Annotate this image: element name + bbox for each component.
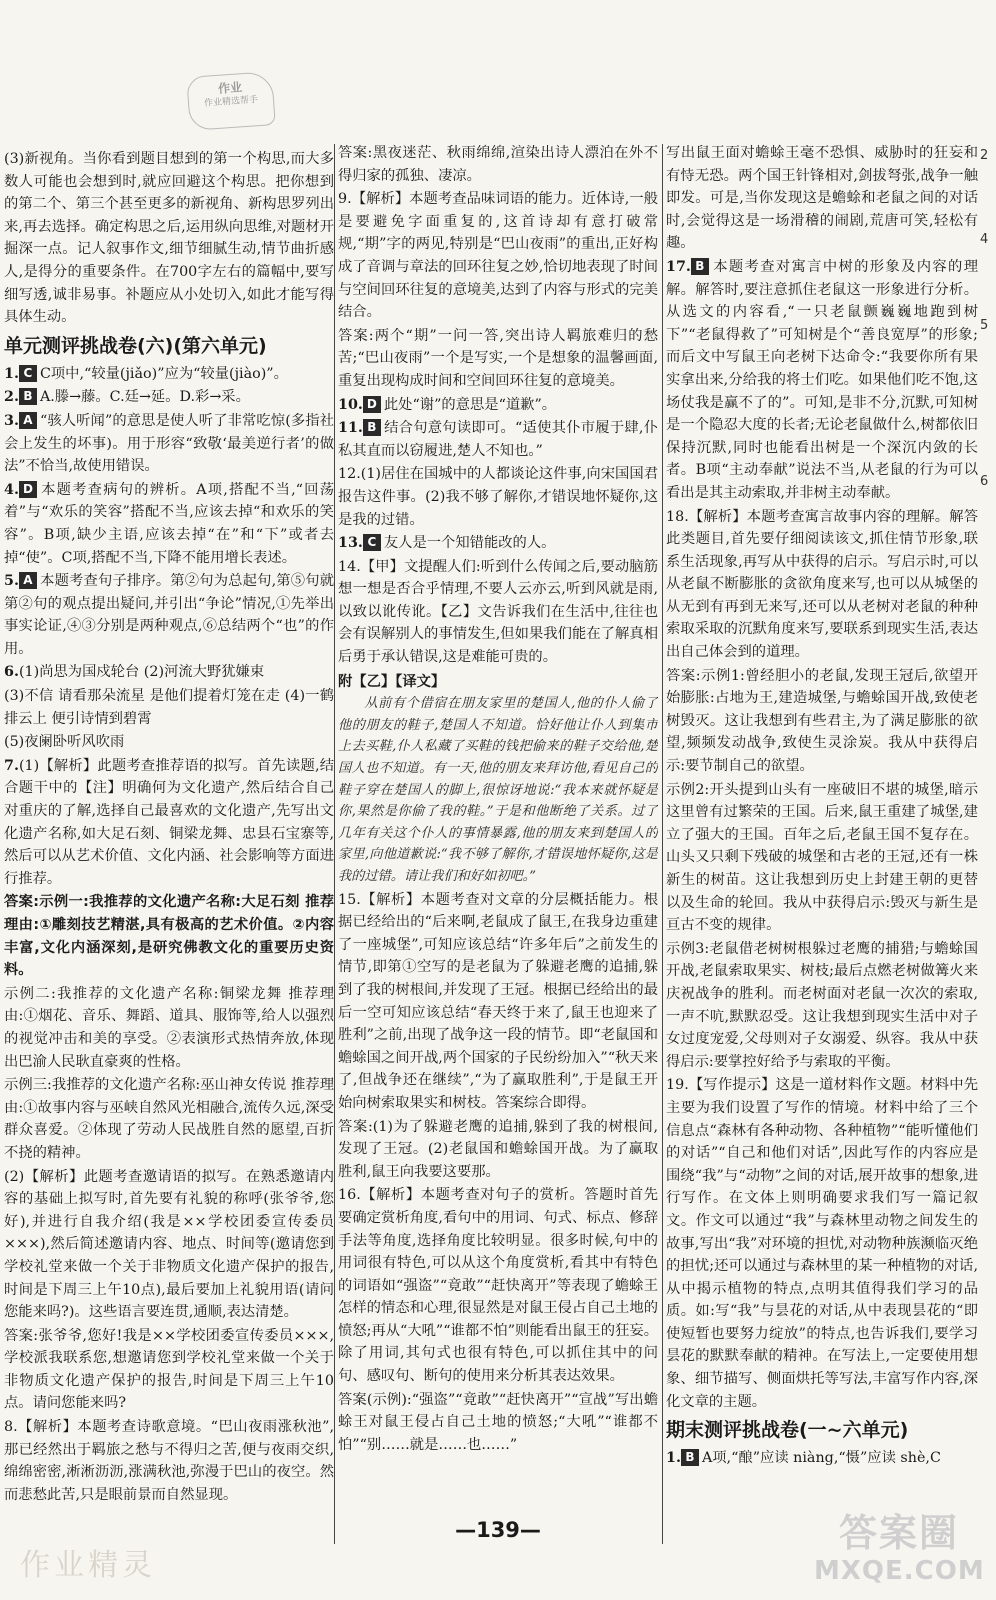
answer-box: B — [691, 258, 709, 275]
answer-1: 1. B A项,“酿”应读 niàng,“慑”应读 shè,C — [666, 1450, 941, 1467]
answer-3: 3. A “骇人听闻”的意思是使人听了非常吃惊(多指社会上发生的坏事)。用于形容“致敬‘最美逆行者’的做法”不恰当,故使用错误。 — [4, 412, 334, 475]
answer-text: 答案:示例一:我推荐的文化遗产名称:大足石刻 推荐理由:①雕刻技艺精湛,具有极高的艺术价值。②内容丰富,文化内涵深刻,是研究佛教文化的重要历史资料。 — [4, 894, 334, 979]
edge-mark: 5 — [980, 318, 989, 333]
answer-7b: (2)【解析】此题考查邀请语的拟写。在熟悉邀请内容的基础上拟写时,首先要有礼貌的称呼(张爷爷,您好),并进行自我介绍(我是××学校团委宣传委员×××),然后简述邀请内容、地点、时间等(邀请您到学校礼堂来做一个关于非物质文化遗产保护的报告,时间是下周三上午10点),最后要加上礼貌用语(请问您能来吗?)。这些语言要连贯,通顺,表达清楚。 — [4, 1168, 334, 1321]
answer-text: 答案:张爷爷,您好!我是××学校团委宣传委员×××,学校派我联系您,想邀请您到学校礼堂来做一个关于非物质文化遗产保护的报告,时间是下周三上午10点。请问您能来吗? — [4, 1327, 334, 1412]
page-number: —139— — [455, 1518, 541, 1542]
edge-mark: 4 — [980, 232, 989, 247]
answer-16: 16.【解析】本题考查对句子的赏析。答题时首先要确定赏析角度,看句中的用词、句式、标点、修辞手法等角度,选择角度比较明显。很多时候,句中的用词很有特色,可以从这个角度赏析,看其中有特色的词语如“强盗”“竟敢”“赶快离开”等表现了蟾蜍王怎样的情态和心理,很显然是对鼠王侵占自己土地的愤怒;再从“大吼”“谁都不怕”则能看出鼠王的狂妄。除了用词,其句式也很有特色,可以抓住其中的问句、感叹句、断句的使用来分析其表达效果。 — [338, 1187, 658, 1385]
example: 示例2:开头提到山头有一座破旧不堪的城堡,暗示这里曾有过繁荣的王国。后来,鼠王重建了城堡,建立了强大的王国。百年之后,老鼠王国不复存在。山头又只剩下残破的城堡和古老的王冠,还有一株新生的树苗。这让我想到历史上封建王朝的更替以及生命的轮回。我从中获得启示:毁灭与新生是亘古不变的规律。 — [666, 781, 978, 934]
answer-15: 15.【解析】本题考查对文章的分层概括能力。根据已经给出的“后来啊,老鼠成了鼠王,在我身边重建了一座城堡”,可知应该总结“许多年后”之前发生的情节,即第①空写的是老鼠为了躲避老鹰的追捕,躲到了我的树根间,并发现了王冠。根据已经给出的最后一空可知应该总结“春天终于来了,鼠王也迎来了胜利”之前,出现了战争这一段的情节。即“老鼠国和蟾蜍国之间开战,两个国家的子民纷纷加入”“秋天来了,但战争还在继续”,“为了赢取胜利”,于是鼠王开始向树索取果实和树枝。答案综合即得。 — [338, 891, 658, 1111]
answer-box: C — [19, 365, 37, 382]
edge-mark: 6 — [980, 474, 989, 489]
answer-6-line: (3)不信 请看那朵流星 是他们提着灯笼在走 (4)一鹤排云上 便引诗情到碧霄 — [4, 688, 334, 727]
answer-2: 2. B A.滕→藤。C.廷→延。D.彩→采。 — [4, 389, 250, 406]
answer-text: 答案:(1)为了躲避老鹰的追捕,躲到了我的树根间,发现了王冠。(2)老鼠国和蟾蜍国开战。为了赢取胜利,鼠王向我要这要那。 — [338, 1118, 658, 1180]
answer-11: 11. B 结合句意句读即可。“适使其仆市履于肆,仆私其直而以窃履进,楚人不知也。” — [338, 420, 658, 459]
answer-18: 18.【解析】本题考查寓言故事内容的理解。解答此类题目,首先要仔细阅读该文,抓住情节形象,联系生活现象,再写从中获得的启示。写启示时,可以从老鼠不断膨胀的贪欲角度来写,也可以从城堡的从无到有再到无来写,还可以从老树对老鼠的种种索取采取的沉默角度来写,要联系到现实生活,表达出自己体会到的道理。 — [666, 508, 978, 661]
column-middle — [338, 142, 658, 1527]
answer-text: 答案:示例1:曾经胆小的老鼠,发现王冠后,欲望开始膨胀:占地为王,建造城堡,与蟾蜍国开战,致使老树毁灭。这让我想到有些君主,为了满足膨胀的欲望,频频发动战争,致使生灵涂炭。我从中获得启示:要节制自己的欲望。 — [666, 667, 978, 775]
watermark-left: 作业精灵 — [20, 1548, 156, 1583]
paragraph: (3)新视角。当你看到题目想到的第一个构思,而大多数人可能也会想到时,就应回避这个构思。把你想到的第二个、第三个甚至更多的新视角、新构思罗列出来,再去选择。确定构思之后,运用纵向思维,对题材开掘深一点。记人叙事作文,细节细腻生动,情节曲折感人,是得分的重要条件。在700字左右的篇幅中,要写细写透,诚非易事。补题应从小处切入,如此才能写得具体生动。 — [4, 151, 334, 326]
section-title: 期末测评挑战卷(一~六单元) — [666, 1419, 909, 1442]
answer-box: B — [681, 1449, 699, 1466]
answer-13: 13. C 友人是一个知错能改的人。 — [338, 535, 556, 552]
answer-9: 9.【解析】本题考查品味词语的能力。近体诗,一般是要避免字面重复的,这首诗却有意打破常规,“期”字的两见,特别是“巴山夜雨”的重出,正好构成了音调与章法的回环往复之妙,恰切地表现了时间与空间回环往复的意境美,达到了内容与形式的完美结合。 — [338, 191, 658, 321]
example: 示例三:我推荐的文化遗产名称:巫山神女传说 推荐理由:①故事内容与巫峡自然风光相融合,流传久远,深受群众喜爱。②体现了劳动人民战胜自然的愿望,百折不挠的精神。 — [4, 1077, 334, 1161]
answer-box: A — [19, 412, 37, 429]
stamp-logo: 作业 作业精选帮手 — [186, 71, 276, 131]
answer-8: 8.【解析】本题考查诗歌意境。“巴山夜雨涨秋池”,那已经然出于羁旅之愁与不得归之苦,便与夜雨交织,绵绵密密,淅淅沥沥,涨满秋池,弥漫于巴山的夜空。然而悲愁此苦,只是眼前景而自然显现。 — [4, 1419, 334, 1503]
column-divider — [662, 144, 663, 1544]
answer-5: 5. A 本题考查句子排序。第②句为总起句,第⑤句就第②句的观点提出疑问,并引出“争论”情况,①先举出事实论证,④③分别是两种观点,⑥总结两个“也”的作用。 — [4, 573, 334, 657]
answer-12: 12.(1)居住在国城中的人都谈论这件事,向宋国国君报告这件事。(2)我不够了解你,才错误地怀疑你,这是我的过错。 — [338, 466, 658, 528]
answer-6-line: (5)夜阑卧听风吹雨 — [4, 734, 125, 751]
example: 示例3:老鼠借老树树根躲过老鹰的捕猎;与蟾蜍国开战,老鼠索取果实、树枝;最后点燃老树做篝火来庆祝战争的胜利。而老树面对老鼠一次次的索取,一声不吭,默默忍受。这让我想到现实生活中对子女过度宠爱,父母则对子女溺爱、纵容。我从中获得启示:要掌控好给予与索取的平衡。 — [666, 940, 978, 1070]
answer-17: 17. B 本题考查对寓言中树的形象及内容的理解。解答时,要注意抓住老鼠这一形象进行分析。从选文的内容看,“一只老鼠颤巍巍地跑到树下”“老鼠得救了”可知树是个“善良宽厚”的形象;而后文中写鼠王向老树下达命令:“我要你所有果实拿出来,分给我的将士们吃。如果他们吃不饱,这场仗我是赢不了的”。可知,是非不分,沉默,可知树是一个隐忍大度的长者;无论老鼠做什么,树都依旧保持沉默,同时也能看出树是一个深沉内敛的长者。B项“主动奉献”说法不当,从老鼠的行为可以看出是其主动索取,并非树主动奉献。 — [666, 258, 978, 501]
answer-text: 答案:黑夜迷茫、秋雨绵绵,渲染出诗人漂泊在外不得归家的孤独、凄凉。 — [338, 145, 658, 184]
watermark-right-logo: 答案圈 MXQE.COM — [814, 1511, 985, 1586]
answer-4: 4. D 本题考查病句的辨析。A项,搭配不当,“回荡着”与“欢乐的笑容”搭配不当,应该去掉“和欢乐的笑容”。B项,缺少主语,应该去掉“在”和“下”或者去掉“使”。C项,搭配不当,下降不能用增长表述。 — [4, 481, 334, 566]
translation-text: 从前有个借宿在朋友家里的楚国人,他的仆人偷了他的朋友的鞋子,楚国人不知道。恰好他让仆人到集市上去买鞋,仆人私藏了买鞋的钱把偷来的鞋子交给他,楚国人也不知道。有一天,他的朋友来拜访他,看见自己的鞋子穿在楚国人的脚上,很惊讶地说:“我本来就怀疑是你,果然是你偷了我的鞋。”于是和他断绝了关系。过了几年有关这个仆人的事情暴露,他的朋友来到楚国人的家里,向他道歉说:“我不够了解你,才错误地怀疑你,这是我的过错。请让我们和好如初吧。” — [338, 696, 658, 884]
answer-19: 19.【写作提示】这是一道材料作文题。材料中先主要为我们设置了写作的情境。材料中给了三个信息点“森林有各种动物、各种植物”“能听懂他们的对话”“自己和他们对话”,因此写作的内容应是围绕“我”与“动物”之间的对话,展开故事的想象,进行写作。在文体上则明确要求我们写一篇记叙文。作文可以通过“我”与森林里动物之间发生的故事,写出“我”对环境的担忧,对动物种族濒临灭绝的担忧;还可以通过与森林里的某一种植物的对话,从中揭示植物的特点,点明其值得我们学习的品质。如:写“我”与昙花的对话,从中表现昙花的“即使短暂也要努力绽放”的特点,也告诉我们,要学习昙花的默默奉献的精神。在写法上,一定要使用想象、细节描写、侧面烘托等写法,丰富写作内容,深化文章的主题。 — [666, 1077, 978, 1410]
answer-box: B — [19, 388, 37, 405]
answer-box: A — [19, 572, 37, 589]
edge-mark: 2 — [980, 148, 989, 163]
answer-box: B — [363, 419, 381, 436]
paragraph: 写出鼠王面对蟾蜍王毫不恐惧、威胁时的狂妄和有恃无恐。两个国王针锋相对,剑拔弩张,战争一触即发。可是,当你发现这是蟾蜍和老鼠之间的对话时,会觉得这是一场滑稽的闹剧,荒唐可笑,轻松有趣。 — [666, 145, 978, 252]
section-title: 单元测评挑战卷(六)(第六单元) — [4, 334, 267, 357]
answer-box: D — [363, 396, 381, 413]
column-left — [4, 148, 334, 1533]
translation-heading: 附【乙】【译文】 — [338, 673, 446, 690]
answer-1: 1. C C项中,“较量(jiǎo)”应为“较量(jiào)”。 — [4, 365, 288, 382]
answer-text: 答案(示例):“强盗”“竟敢”“赶快离开”“宣战”写出蟾蜍王对鼠王侵占自己土地的愤怒;“大吼”“谁都不怕”“别……就是……也……” — [338, 1391, 658, 1453]
column-right — [666, 142, 978, 1532]
answer-6: 6.(1)尚思为国戍轮台 (2)河流大野犹嫌束 — [4, 664, 265, 681]
answer-10: 10. D 此处“谢”的意思是“道歉”。 — [338, 396, 557, 413]
answer-box: D — [19, 481, 37, 498]
example: 示例二:我推荐的文化遗产名称:铜梁龙舞 推荐理由:①烟花、音乐、舞蹈、道具、服饰等,给人以强烈的视觉冲击和美的享受。②表演形式热情奔放,体现出巴渝人民耿直豪爽的性格。 — [4, 985, 334, 1070]
answer-14: 14.【甲】文提醒人们:听到什么传闻之后,要动脑筋想一想是否合乎情理,不要人云亦云,听到风就是雨,以致以讹传讹。【乙】文告诉我们在生活中,往往也会有误解别人的事情发生,但如果我们能在了解真相后勇于承认错误,这是难能可贵的。 — [338, 558, 658, 666]
answer-text: 答案:两个“期”一问一答,突出诗人羁旅难归的愁苦;“巴山夜雨”一个是写实,一个是想象的温馨画面,重复出现构成时间和空间回环往复的意境美。 — [338, 327, 658, 389]
answer-7: 7.(1)【解析】此题考查推荐语的拟写。首先读题,结合题干中的【注】明确何为文化遗产,然后结合自己对重庆的了解,选择自己最喜欢的文化遗产,先写出文化遗产名称,如大足石刻、铜梁龙舞、忠县石宝寨等,然后可以从艺术价值、文化内涵、社会影响等方面进行推荐。 — [4, 757, 334, 887]
column-divider — [334, 144, 335, 1544]
answer-box: C — [363, 534, 381, 551]
